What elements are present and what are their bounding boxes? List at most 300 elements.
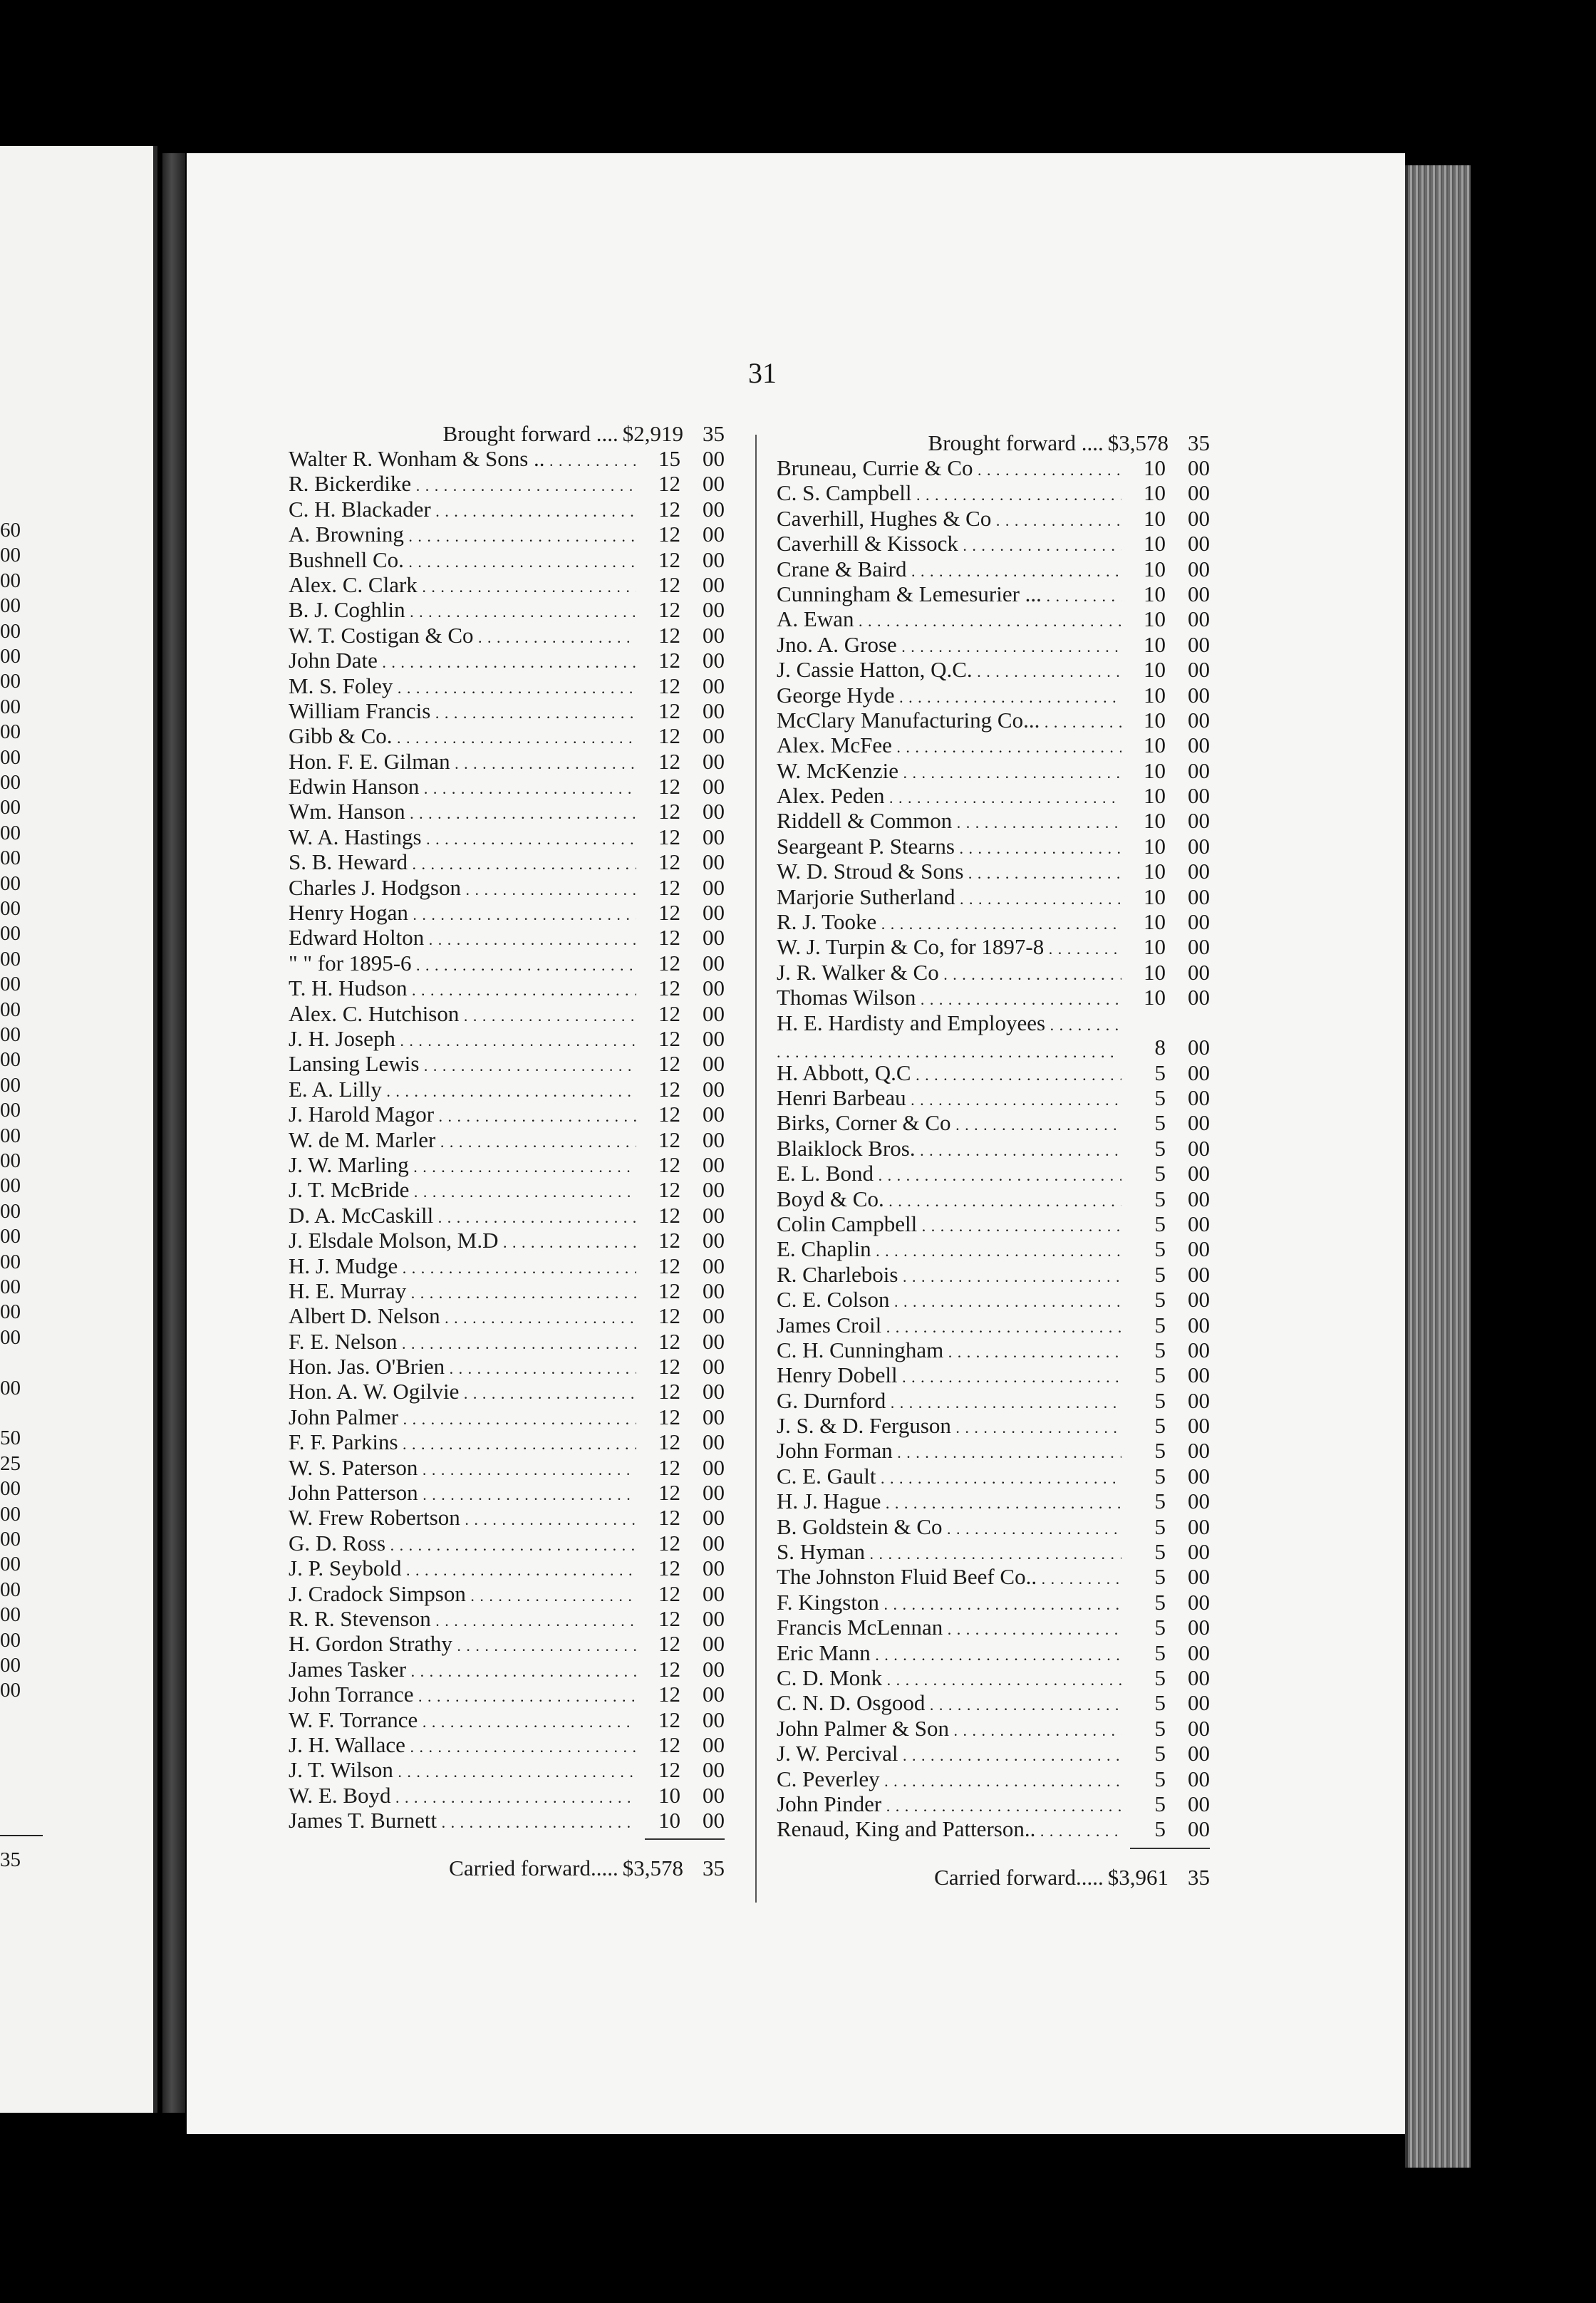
table-row — [289, 1102, 725, 1127]
table-row — [777, 1590, 1210, 1615]
table-row — [777, 1438, 1210, 1463]
donor-name: Albert D. Nelson . . . — [289, 1303, 636, 1330]
amount-dollars: 12 — [658, 1328, 680, 1354]
table-row — [289, 1278, 725, 1303]
donor-name: Alex. Peden . . . — [777, 783, 1121, 810]
table-row — [289, 648, 725, 673]
table-row — [289, 1051, 725, 1076]
amount-dollars: 5 — [1154, 1715, 1166, 1741]
donor-name: E. L. Bond . . . — [777, 1161, 1121, 1188]
donor-name: F. F. Parkins . . . — [289, 1429, 636, 1456]
table-row — [289, 925, 725, 950]
amount-cents: 00 — [1188, 757, 1210, 783]
prev-page-amount: 00 — [0, 1654, 21, 1677]
table-row — [777, 985, 1210, 1010]
amount-cents: 00 — [703, 1707, 725, 1732]
donor-name: J. T. McBride . . . — [289, 1177, 636, 1204]
prev-page-amount: 00 — [0, 1023, 21, 1046]
table-row — [777, 834, 1210, 859]
table-row — [777, 531, 1210, 556]
amount-dollars: 5 — [1154, 1766, 1166, 1791]
donor-name: W. S. Paterson . . . — [289, 1455, 636, 1482]
table-row — [777, 1262, 1210, 1287]
table-row — [777, 581, 1210, 606]
table-row — [777, 1514, 1210, 1539]
donor-name: M. S. Foley . . . — [289, 673, 636, 700]
table-row — [777, 1489, 1210, 1513]
amount-cents: 00 — [703, 1404, 725, 1429]
prev-page-amount: 00 — [0, 1502, 21, 1526]
table-row — [289, 774, 725, 799]
donor-name: Blaiklock Bros. . . . — [777, 1136, 1121, 1163]
amount-dollars: 12 — [658, 1480, 680, 1506]
amount-cents: 00 — [703, 1505, 725, 1531]
amount-cents: 00 — [703, 849, 725, 875]
table-row — [777, 783, 1210, 808]
amount-cents: 00 — [1188, 606, 1210, 632]
donor-name: J. Harold Magor . . . — [289, 1102, 636, 1129]
amount-dollars: 12 — [658, 1682, 680, 1707]
donor-name: John Pinder . . . — [777, 1791, 1121, 1818]
amount-cents: 00 — [1188, 1489, 1210, 1514]
prev-page-amount: 00 — [0, 1603, 21, 1627]
amount-dollars: 10 — [1144, 556, 1166, 581]
table-row — [777, 1136, 1210, 1161]
donor-name: Birks, Corner & Co . . . — [777, 1110, 1121, 1137]
donor-name: Walter R. Wonham & Sons .. . . . — [289, 446, 636, 473]
amount-dollars: 12 — [658, 723, 680, 749]
table-row — [777, 1665, 1210, 1690]
donor-name: J. T. Wilson . . . — [289, 1757, 636, 1784]
donor-name: W. D. Stroud & Sons . . . — [777, 859, 1121, 886]
amount-dollars: 5 — [1154, 1261, 1166, 1287]
donor-name: G. Durnford . . . — [777, 1388, 1121, 1415]
amount-cents: 00 — [703, 748, 725, 774]
amount-cents: 00 — [703, 1000, 725, 1026]
amount-dollars: 15 — [658, 446, 680, 471]
amount-cents: 00 — [703, 597, 725, 623]
table-row — [289, 1808, 725, 1833]
donor-name: J. H. Joseph . . . — [289, 1026, 636, 1053]
amount-cents: 00 — [703, 1530, 725, 1556]
amount-dollars: 12 — [658, 1102, 680, 1127]
amount-cents: 00 — [703, 799, 725, 824]
table-row — [777, 909, 1210, 934]
donor-name: Hon. Jas. O'Brien . . . — [289, 1354, 636, 1381]
prev-page-amount: 00 — [0, 1275, 21, 1298]
table-row — [777, 1313, 1210, 1337]
table-row — [777, 1741, 1210, 1766]
table-row — [777, 606, 1210, 631]
amount-cents: 00 — [703, 925, 725, 951]
table-row — [289, 1127, 725, 1152]
prev-page-amount: 00 — [0, 594, 21, 618]
donor-name: J. P. Seybold . . . — [289, 1556, 636, 1583]
donor-name: J. W. Percival . . . — [777, 1741, 1121, 1768]
amount-cents: 00 — [1188, 1513, 1210, 1539]
amount-cents: 00 — [703, 824, 725, 849]
table-row — [289, 723, 725, 748]
prev-page-amount: 00 — [0, 897, 21, 920]
donor-name: Charles J. Hodgson . . . — [289, 875, 636, 902]
table-row — [289, 1303, 725, 1328]
donor-name: J. S. & D. Ferguson . . . — [777, 1413, 1121, 1440]
donor-name: H. J. Hague . . . — [777, 1489, 1121, 1516]
table-row — [289, 875, 725, 900]
table-row — [777, 934, 1210, 959]
amount-dollars: 12 — [658, 1530, 680, 1556]
prev-page-amount: 00 — [0, 871, 21, 895]
amount-cents: 00 — [1188, 1035, 1210, 1060]
amount-dollars: 12 — [658, 1051, 680, 1077]
amount-cents: 00 — [1188, 1387, 1210, 1413]
amount-cents: 00 — [703, 1379, 725, 1404]
amount-cents: 00 — [1188, 1463, 1210, 1489]
table-row — [289, 1429, 725, 1454]
prev-page-amount: 00 — [0, 670, 21, 693]
prev-page-amount: 00 — [0, 771, 21, 794]
donor-name: Lansing Lewis . . . — [289, 1051, 636, 1078]
donor-name: McClary Manufacturing Co... . . . — [777, 708, 1121, 735]
table-row — [777, 884, 1210, 909]
amount-dollars: 12 — [658, 597, 680, 623]
donor-name: R. R. Stevenson . . . — [289, 1606, 636, 1633]
carried-forward-cents: 35 — [703, 1856, 725, 1881]
table-row — [289, 698, 725, 723]
table-row — [777, 1161, 1210, 1186]
prev-page-amount: 00 — [0, 821, 21, 844]
brought-forward-label: Brought forward .... — [442, 421, 618, 446]
table-row — [289, 1354, 725, 1379]
amount-dollars: 5 — [1154, 1615, 1166, 1640]
amount-dollars: 10 — [1144, 783, 1166, 809]
amount-dollars: 12 — [658, 1202, 680, 1228]
table-row — [777, 733, 1210, 757]
table-row — [289, 673, 725, 698]
table-row — [289, 1177, 725, 1202]
amount-dollars: 10 — [658, 1782, 680, 1808]
amount-dollars: 12 — [658, 1303, 680, 1329]
table-row — [289, 1480, 725, 1505]
amount-dollars: 12 — [658, 1354, 680, 1380]
amount-cents: 00 — [1188, 1539, 1210, 1565]
donor-name: H. J. Mudge . . . — [289, 1253, 636, 1280]
amount-cents: 00 — [703, 1303, 725, 1329]
donor-name: Hon. A. W. Ogilvie . . . — [289, 1379, 636, 1406]
donor-name: W. J. Turpin & Co, for 1897-8 . . . — [777, 934, 1121, 961]
amount-dollars: 10 — [1144, 833, 1166, 859]
table-row — [289, 1531, 725, 1556]
amount-dollars: 5 — [1154, 1489, 1166, 1514]
donor-name: R. Charlebois . . . — [777, 1262, 1121, 1289]
amount-cents: 00 — [703, 522, 725, 547]
sum-rule — [1130, 1848, 1210, 1849]
amount-dollars: 8 — [1154, 1035, 1166, 1060]
carried-forward-label: Carried forward..... — [449, 1856, 618, 1881]
prev-page-amount: 00 — [0, 998, 21, 1021]
donor-name: The Johnston Fluid Beef Co.. . . . — [777, 1564, 1121, 1591]
table-row — [289, 824, 725, 849]
donor-name: C. N. D. Osgood . . . — [777, 1690, 1121, 1717]
table-row — [289, 1732, 725, 1757]
table-row — [777, 1766, 1210, 1791]
donor-name: H. E. Hardisty and Employees . . . — [777, 1010, 1121, 1060]
donor-name: E. Chaplin . . . — [777, 1236, 1121, 1263]
donor-name: John Torrance . . . — [289, 1682, 636, 1709]
amount-dollars: 10 — [1144, 707, 1166, 733]
table-row — [289, 1505, 725, 1530]
donor-name: Thomas Wilson . . . — [777, 985, 1121, 1012]
carried-forward-label: Carried forward..... — [934, 1864, 1104, 1890]
donor-name: H. Abbott, Q.C . . . — [777, 1060, 1121, 1087]
amount-cents: 00 — [703, 1278, 725, 1303]
amount-dollars: 5 — [1154, 1816, 1166, 1842]
donor-name: W. A. Hastings . . . — [289, 824, 636, 852]
amount-cents: 00 — [1188, 1161, 1210, 1186]
amount-cents: 00 — [703, 950, 725, 975]
amount-dollars: 5 — [1154, 1060, 1166, 1085]
donor-name: C. H. Blackader . . . — [289, 497, 636, 524]
donor-name: John Patterson . . . — [289, 1480, 636, 1507]
amount-cents: 00 — [703, 1152, 725, 1177]
table-row — [289, 572, 725, 597]
amount-dollars: 10 — [1144, 531, 1166, 557]
donor-name: Crane & Baird . . . — [777, 557, 1121, 584]
amount-cents: 00 — [1188, 1186, 1210, 1211]
amount-cents: 00 — [703, 1202, 725, 1228]
amount-cents: 00 — [703, 1605, 725, 1631]
amount-cents: 00 — [703, 774, 725, 799]
amount-cents: 00 — [1188, 1715, 1210, 1741]
donor-name: W. McKenzie . . . — [777, 758, 1121, 785]
table-row — [289, 446, 725, 471]
table-row — [777, 1010, 1210, 1060]
table-row — [777, 758, 1210, 783]
table-row — [777, 1236, 1210, 1261]
amount-dollars: 12 — [658, 1025, 680, 1051]
donor-name: James Tasker . . . — [289, 1657, 636, 1684]
amount-cents: 00 — [1188, 1110, 1210, 1136]
amount-dollars: 12 — [658, 1152, 680, 1177]
table-row — [289, 1606, 725, 1631]
amount-dollars: 5 — [1154, 1690, 1166, 1716]
amount-dollars: 12 — [658, 1429, 680, 1455]
donor-name: Hon. F. E. Gilman . . . — [289, 749, 636, 776]
donor-name: Alex. McFee . . . — [777, 733, 1121, 760]
amount-cents: 00 — [1188, 581, 1210, 606]
prev-page-amount: 00 — [0, 1199, 21, 1223]
table-row — [777, 859, 1210, 884]
prev-page-amount: 00 — [0, 619, 21, 643]
table-row — [777, 708, 1210, 733]
table-row — [777, 1539, 1210, 1564]
amount-dollars: 5 — [1154, 1161, 1166, 1186]
amount-dollars: 5 — [1154, 1110, 1166, 1136]
amount-cents: 00 — [1188, 783, 1210, 809]
brought-forward-amount: $3,578 — [1107, 430, 1168, 455]
amount-dollars: 12 — [658, 1631, 680, 1657]
donor-name: Marjorie Sutherland . . . — [777, 884, 1121, 911]
table-row — [777, 1362, 1210, 1387]
donor-name: A. Ewan . . . — [777, 606, 1121, 633]
amount-dollars: 10 — [1144, 480, 1166, 506]
amount-cents: 00 — [703, 1480, 725, 1506]
amount-dollars: 5 — [1154, 1135, 1166, 1161]
prev-page-amount: 00 — [0, 1174, 21, 1198]
prev-page-amount: 00 — [0, 1149, 21, 1172]
donor-name: H. E. Murray . . . — [289, 1278, 636, 1305]
table-row — [289, 849, 725, 874]
donor-name: James T. Burnett . . . — [289, 1808, 636, 1835]
amount-cents: 00 — [1188, 1791, 1210, 1816]
carried-forward-row — [289, 1856, 725, 1881]
amount-cents: 00 — [1188, 1362, 1210, 1388]
table-row — [289, 1203, 725, 1228]
table-row — [777, 480, 1210, 505]
amount-cents: 00 — [1188, 1816, 1210, 1842]
table-row — [289, 547, 725, 572]
amount-cents: 00 — [1188, 1337, 1210, 1362]
donor-name: C. D. Monk . . . — [777, 1665, 1121, 1692]
table-row — [289, 1556, 725, 1580]
amount-cents: 00 — [1188, 1287, 1210, 1313]
donor-name: Henri Barbeau . . . — [777, 1085, 1121, 1112]
amount-cents: 00 — [703, 1808, 725, 1833]
carried-forward-amount: $3,961 — [1107, 1864, 1168, 1890]
carried-forward-cents: 35 — [1188, 1864, 1210, 1890]
donor-name: Bushnell Co. . . . — [289, 547, 636, 574]
amount-dollars: 12 — [658, 1379, 680, 1404]
donor-name: Henry Hogan . . . — [289, 900, 636, 927]
prev-page-total: 35 — [0, 1848, 21, 1871]
table-row — [777, 1464, 1210, 1489]
amount-cents: 00 — [703, 496, 725, 522]
prev-page-amount: 00 — [0, 1099, 21, 1122]
donor-name: C. Peverley . . . — [777, 1766, 1121, 1794]
amount-dollars: 12 — [658, 1253, 680, 1278]
amount-dollars: 12 — [658, 1605, 680, 1631]
amount-dollars: 12 — [658, 1580, 680, 1606]
amount-cents: 00 — [703, 1228, 725, 1253]
amount-dollars: 12 — [658, 673, 680, 698]
donor-name: W. F. Torrance . . . — [289, 1707, 636, 1734]
amount-dollars: 5 — [1154, 1539, 1166, 1565]
amount-cents: 00 — [1188, 1085, 1210, 1110]
sum-rule — [645, 1838, 725, 1840]
amount-dollars: 10 — [1144, 581, 1166, 606]
table-row — [777, 1110, 1210, 1135]
amount-dollars: 12 — [658, 1228, 680, 1253]
table-row — [289, 1682, 725, 1707]
left-column — [289, 422, 725, 1881]
table-row — [289, 1329, 725, 1354]
prev-page-amount: 00 — [0, 720, 21, 744]
amount-dollars: 12 — [658, 975, 680, 1001]
amount-dollars: 12 — [658, 1556, 680, 1581]
donor-name: Seargeant P. Stearns . . . — [777, 834, 1121, 861]
amount-dollars: 5 — [1154, 1589, 1166, 1615]
brought-forward-label: Brought forward .... — [928, 430, 1104, 455]
amount-cents: 00 — [703, 698, 725, 723]
amount-cents: 00 — [703, 1127, 725, 1152]
page-number: 31 — [748, 357, 777, 389]
donor-name: Bruneau, Currie & Co . . . — [777, 455, 1121, 482]
amount-dollars: 5 — [1154, 1287, 1166, 1313]
table-row — [289, 1026, 725, 1051]
donor-name: Edwin Hanson . . . — [289, 774, 636, 801]
carried-forward-amount: $3,578 — [622, 1856, 683, 1881]
amount-dollars: 12 — [658, 1656, 680, 1682]
prev-page-amount: 00 — [0, 1048, 21, 1072]
donor-name: T. H. Hudson . . . — [289, 975, 636, 1003]
book-gutter — [162, 153, 185, 2113]
amount-cents: 00 — [1188, 733, 1210, 758]
amount-dollars: 5 — [1154, 1312, 1166, 1337]
table-row — [777, 1640, 1210, 1665]
amount-dollars: 10 — [1144, 657, 1166, 683]
donor-name: R. J. Tooke . . . — [777, 909, 1121, 936]
brought-forward-amount: $2,919 — [622, 421, 683, 446]
table-row — [777, 455, 1210, 480]
donor-name: S. B. Heward . . . — [289, 849, 636, 876]
table-row — [289, 522, 725, 547]
prev-page-amount: 00 — [0, 569, 21, 592]
amount-cents: 00 — [1188, 1135, 1210, 1161]
donor-name: Colin Campbell . . . — [777, 1211, 1121, 1238]
amount-dollars: 12 — [658, 950, 680, 975]
amount-cents: 00 — [703, 1025, 725, 1051]
amount-dollars: 12 — [658, 698, 680, 723]
amount-dollars: 5 — [1154, 1791, 1166, 1816]
prev-page-amount: 00 — [0, 544, 21, 567]
amount-dollars: 12 — [658, 900, 680, 926]
amount-dollars: 12 — [658, 799, 680, 824]
table-row — [289, 1707, 725, 1732]
donor-name: John Palmer & Son . . . — [777, 1716, 1121, 1743]
table-row — [289, 1783, 725, 1808]
brought-forward-cents: 35 — [1188, 430, 1210, 455]
amount-dollars: 12 — [658, 824, 680, 849]
table-row — [777, 1716, 1210, 1741]
donor-name: Eric Mann . . . — [777, 1640, 1121, 1667]
donor-name: F. E. Nelson . . . — [289, 1329, 636, 1356]
amount-cents: 00 — [703, 1354, 725, 1380]
amount-cents: 00 — [703, 1631, 725, 1657]
donor-name: C. H. Cunningham . . . — [777, 1337, 1121, 1365]
amount-dollars: 12 — [658, 496, 680, 522]
table-row — [777, 1615, 1210, 1640]
prev-page-amount: 00 — [0, 745, 21, 769]
donor-name: W. de M. Marler . . . — [289, 1127, 636, 1154]
table-row — [289, 497, 725, 522]
table-row — [289, 1152, 725, 1177]
amount-cents: 00 — [703, 471, 725, 497]
donor-name: Gibb & Co. . . . — [289, 723, 636, 750]
prev-page-amount: 00 — [0, 973, 21, 996]
amount-dollars: 5 — [1154, 1362, 1166, 1388]
amount-cents: 00 — [1188, 1741, 1210, 1766]
amount-cents: 00 — [703, 723, 725, 749]
amount-dollars: 12 — [658, 1454, 680, 1480]
table-row — [289, 1253, 725, 1278]
amount-dollars: 5 — [1154, 1665, 1166, 1690]
table-row — [289, 1001, 725, 1026]
amount-cents: 00 — [703, 1429, 725, 1455]
donor-name: H. Gordon Strathy . . . — [289, 1631, 636, 1658]
table-row — [777, 683, 1210, 708]
donor-name: John Forman . . . — [777, 1438, 1121, 1465]
amount-cents: 00 — [1188, 808, 1210, 834]
